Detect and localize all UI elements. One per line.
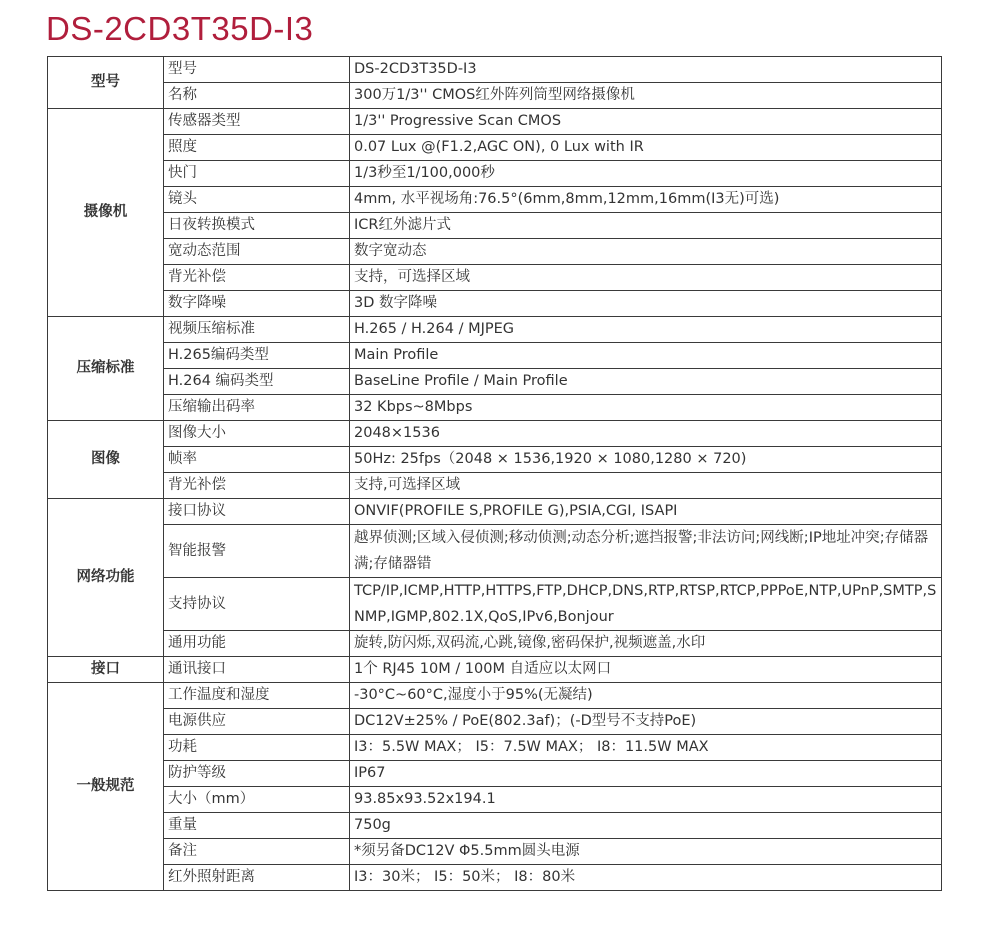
spec-table-body	[48, 57, 942, 891]
spec-label: 图像大小	[164, 421, 350, 447]
spec-value: -30°C~60°C,湿度小于95%(无凝结)	[350, 683, 942, 709]
spec-row	[48, 473, 942, 499]
spec-label: 视频压缩标准	[164, 317, 350, 343]
spec-label: 背光补偿	[164, 265, 350, 291]
spec-row	[48, 787, 942, 813]
spec-label: H.264 编码类型	[164, 369, 350, 395]
category-cell: 摄像机	[48, 109, 164, 317]
spec-label: 压缩输出码率	[164, 395, 350, 421]
spec-value: IP67	[350, 761, 942, 787]
spec-value: 支持，可选择区域	[350, 265, 942, 291]
spec-label: 传感器类型	[164, 109, 350, 135]
spec-row	[48, 447, 942, 473]
spec-value: 750g	[350, 813, 942, 839]
spec-row	[48, 761, 942, 787]
spec-label: 快门	[164, 161, 350, 187]
spec-row	[48, 57, 942, 83]
spec-label: 数字降噪	[164, 291, 350, 317]
spec-value: ONVIF(PROFILE S,PROFILE G),PSIA,CGI, ISAPI	[350, 499, 942, 525]
spec-label: H.265编码类型	[164, 343, 350, 369]
category-cell: 型号	[48, 57, 164, 109]
category-cell: 接口	[48, 657, 164, 683]
spec-value: Main Profile	[350, 343, 942, 369]
spec-row	[48, 865, 942, 891]
spec-row	[48, 813, 942, 839]
category-cell: 压缩标准	[48, 317, 164, 421]
spec-row	[48, 161, 942, 187]
spec-value: DS-2CD3T35D-I3	[350, 57, 942, 83]
spec-value: 2048×1536	[350, 421, 942, 447]
spec-label: 重量	[164, 813, 350, 839]
spec-row	[48, 109, 942, 135]
spec-value: 数字宽动态	[350, 239, 942, 265]
spec-row	[48, 578, 942, 631]
spec-row	[48, 239, 942, 265]
spec-label: 支持协议	[164, 578, 350, 631]
spec-value: BaseLine Profile / Main Profile	[350, 369, 942, 395]
spec-row	[48, 135, 942, 161]
spec-label: 防护等级	[164, 761, 350, 787]
spec-row	[48, 657, 942, 683]
spec-row	[48, 735, 942, 761]
spec-label: 帧率	[164, 447, 350, 473]
category-cell: 一般规范	[48, 683, 164, 891]
spec-row	[48, 187, 942, 213]
spec-value: 32 Kbps~8Mbps	[350, 395, 942, 421]
spec-label: 名称	[164, 83, 350, 109]
spec-label: 通讯接口	[164, 657, 350, 683]
spec-row	[48, 499, 942, 525]
spec-row	[48, 317, 942, 343]
spec-value: 1个 RJ45 10M / 100M 自适应以太网口	[350, 657, 942, 683]
category-cell: 网络功能	[48, 499, 164, 657]
spec-label: 电源供应	[164, 709, 350, 735]
spec-value: 300万1/3'' CMOS红外阵列筒型网络摄像机	[350, 83, 942, 109]
spec-value: 支持,可选择区域	[350, 473, 942, 499]
spec-row	[48, 395, 942, 421]
spec-value: DC12V±25% / PoE(802.3af)；(-D型号不支持PoE)	[350, 709, 942, 735]
spec-row	[48, 709, 942, 735]
spec-value: *须另备DC12V Φ5.5mm圆头电源	[350, 839, 942, 865]
spec-label: 照度	[164, 135, 350, 161]
spec-value: I3：5.5W MAX； I5：7.5W MAX； I8：11.5W MAX	[350, 735, 942, 761]
spec-value: 50Hz: 25fps（2048 × 1536,1920 × 1080,1280 × 720)	[350, 447, 942, 473]
spec-value: 1/3秒至1/100,000秒	[350, 161, 942, 187]
spec-table	[47, 56, 942, 891]
spec-value: 93.85x93.52x194.1	[350, 787, 942, 813]
category-cell: 图像	[48, 421, 164, 499]
spec-row	[48, 421, 942, 447]
spec-label: 功耗	[164, 735, 350, 761]
spec-label: 备注	[164, 839, 350, 865]
spec-label: 型号	[164, 57, 350, 83]
spec-label: 工作温度和湿度	[164, 683, 350, 709]
spec-label: 背光补偿	[164, 473, 350, 499]
spec-value: 越界侦测;区域入侵侦测;移动侦测;动态分析;遮挡报警;非法访问;网线断;IP地址冲突;存储器满;存储器错	[350, 525, 942, 578]
spec-label: 日夜转换模式	[164, 213, 350, 239]
spec-label: 接口协议	[164, 499, 350, 525]
spec-label: 智能报警	[164, 525, 350, 578]
spec-value: 3D 数字降噪	[350, 291, 942, 317]
spec-row	[48, 213, 942, 239]
spec-value: H.265 / H.264 / MJPEG	[350, 317, 942, 343]
spec-label: 通用功能	[164, 631, 350, 657]
spec-value: 0.07 Lux @(F1.2,AGC ON), 0 Lux with IR	[350, 135, 942, 161]
spec-row	[48, 343, 942, 369]
spec-row	[48, 631, 942, 657]
spec-label: 宽动态范围	[164, 239, 350, 265]
spec-row	[48, 265, 942, 291]
spec-row	[48, 839, 942, 865]
spec-row	[48, 83, 942, 109]
spec-label: 红外照射距离	[164, 865, 350, 891]
spec-value: I3：30米； I5：50米； I8：80米	[350, 865, 942, 891]
spec-value: ICR红外滤片式	[350, 213, 942, 239]
spec-label: 镜头	[164, 187, 350, 213]
page-title: DS-2CD3T35D-I3	[46, 10, 314, 47]
spec-row	[48, 291, 942, 317]
spec-value: 1/3'' Progressive Scan CMOS	[350, 109, 942, 135]
spec-row	[48, 525, 942, 578]
spec-row	[48, 683, 942, 709]
spec-value: 旋转,防闪烁,双码流,心跳,镜像,密码保护,视频遮盖,水印	[350, 631, 942, 657]
spec-value: TCP/IP,ICMP,HTTP,HTTPS,FTP,DHCP,DNS,RTP,RTSP,RTCP,PPPoE,NTP,UPnP,SMTP,SNMP,IGMP,802.1X,QoS,IPv6,Bonjour	[350, 578, 942, 631]
spec-value: 4mm, 水平视场角:76.5°(6mm,8mm,12mm,16mm(I3无)可选)	[350, 187, 942, 213]
spec-label: 大小（mm）	[164, 787, 350, 813]
spec-row	[48, 369, 942, 395]
